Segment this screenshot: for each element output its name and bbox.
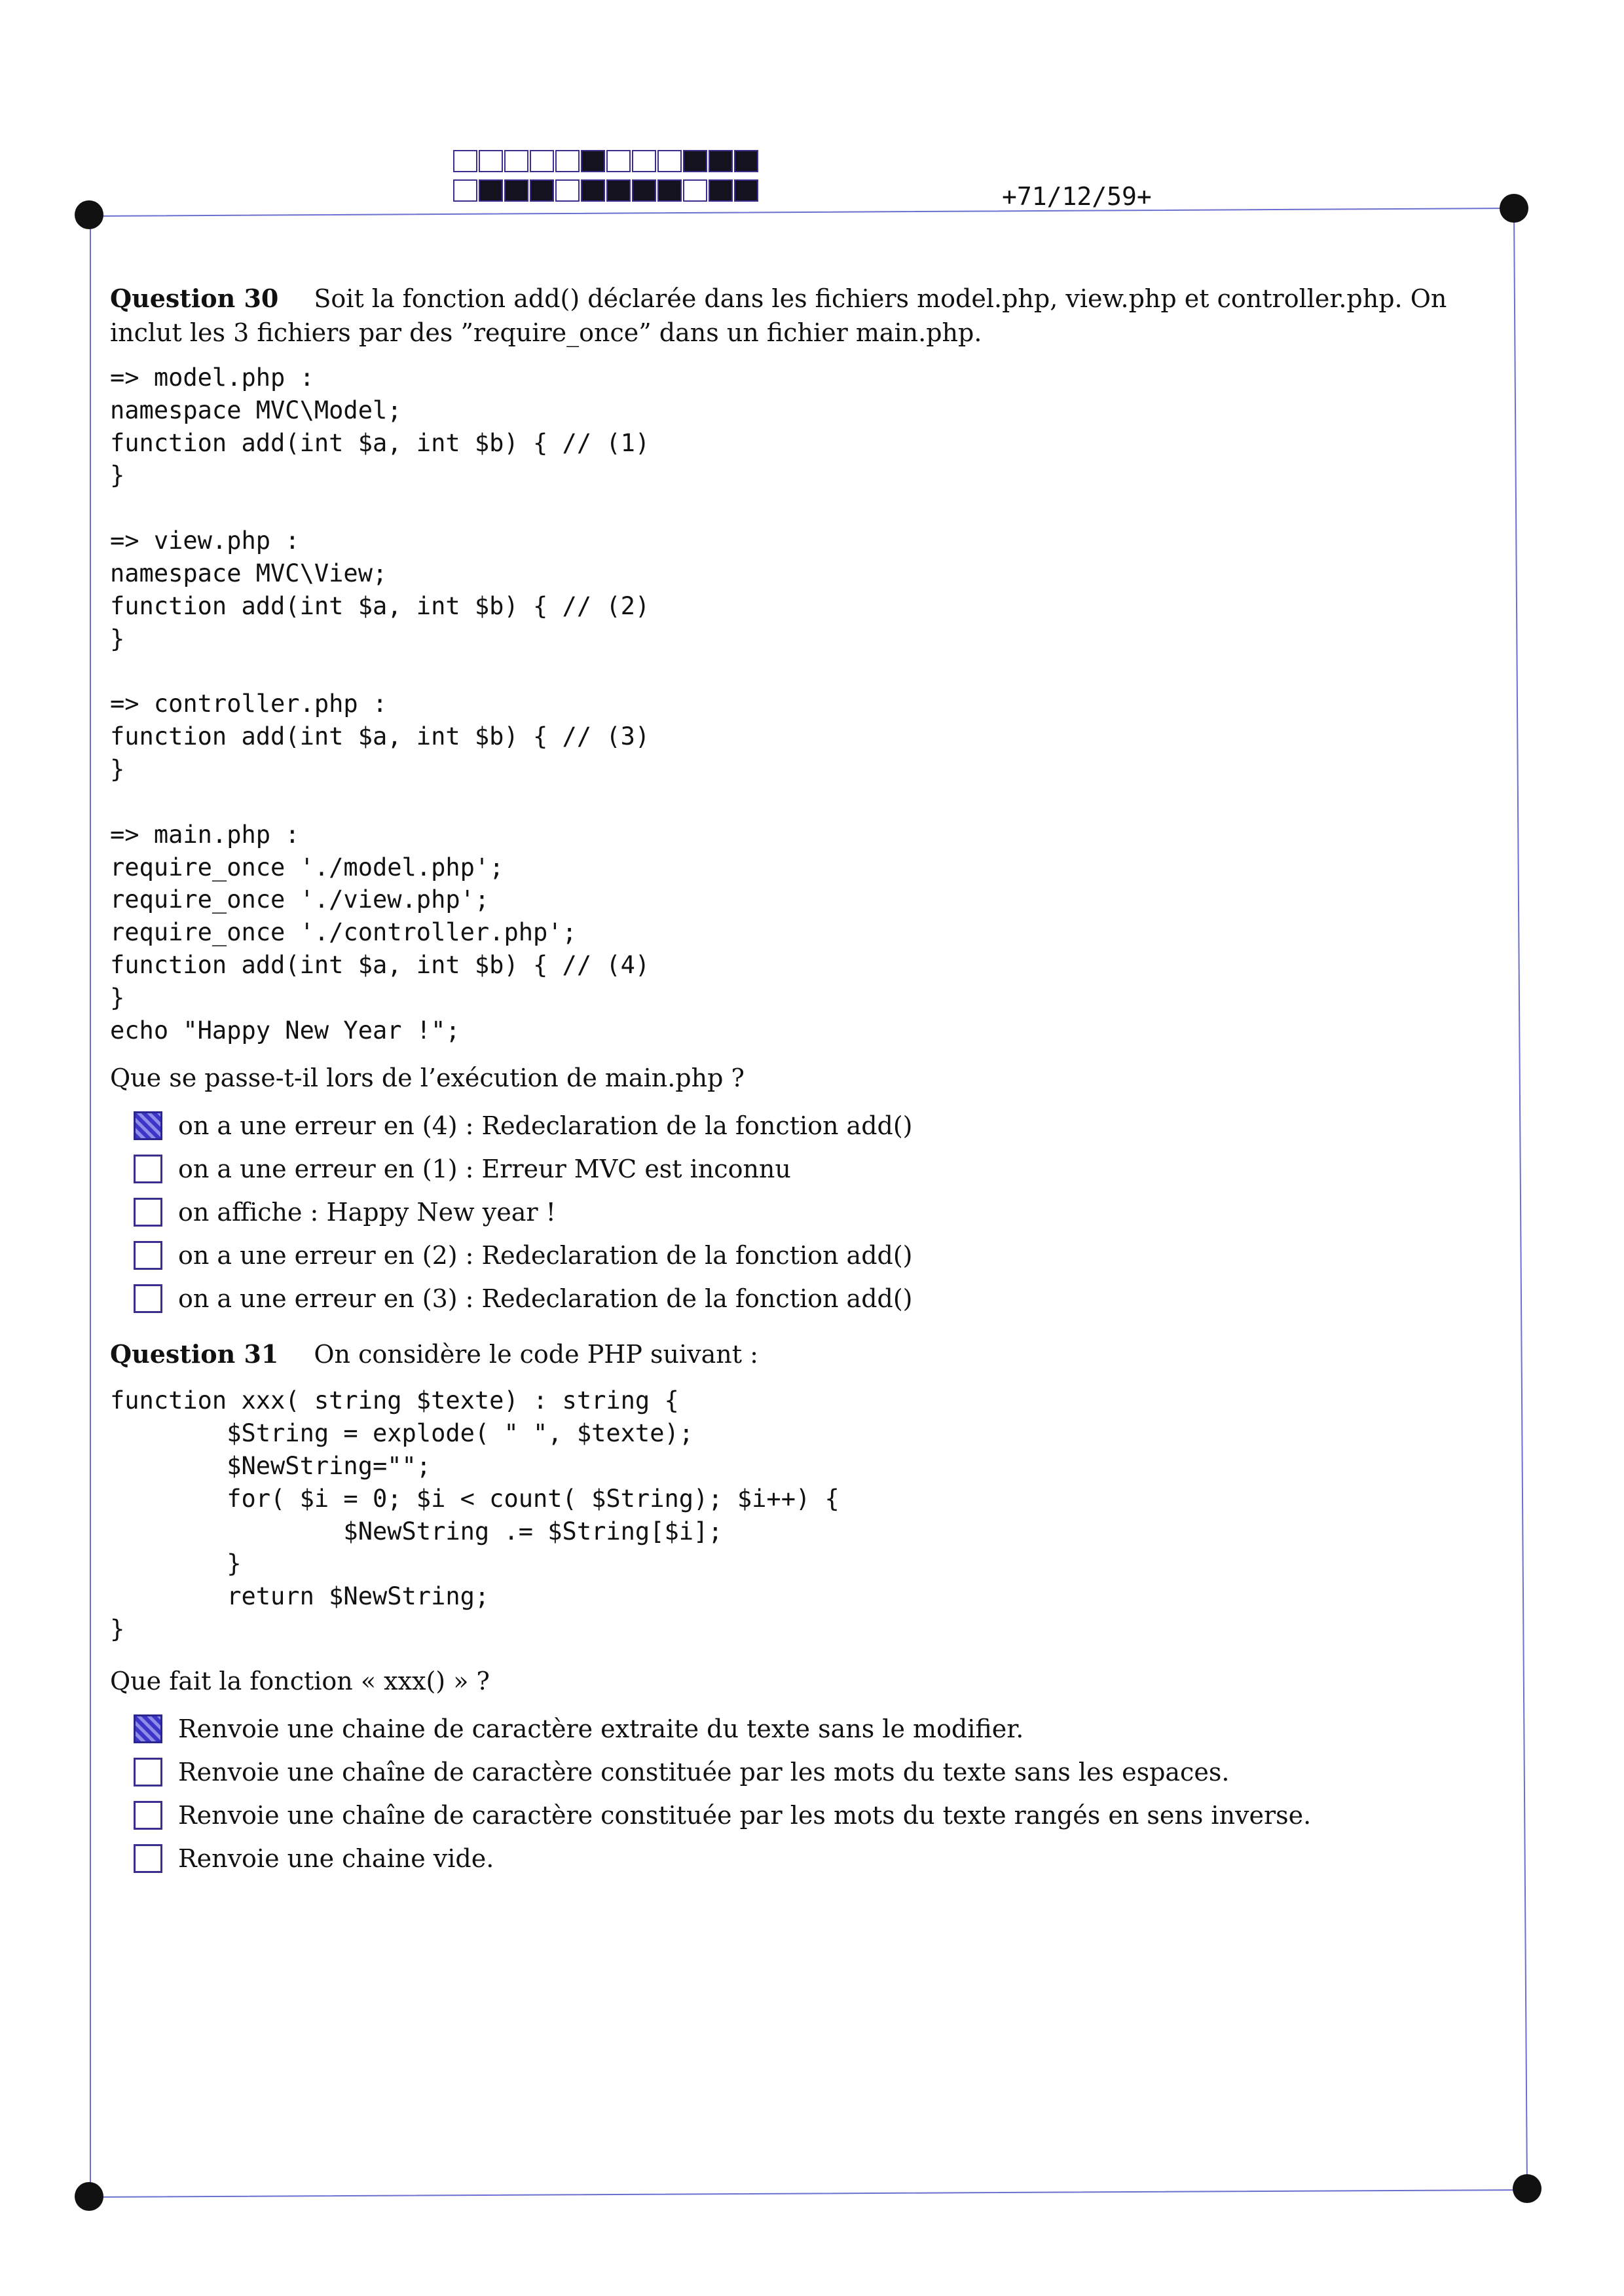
answer-option[interactable] [110, 1234, 1498, 1277]
answer-option[interactable] [110, 1794, 1498, 1837]
barcode-cell [479, 179, 503, 202]
answer-option[interactable] [110, 1191, 1498, 1234]
checked-checkbox[interactable] [134, 1714, 162, 1743]
answer-option[interactable] [110, 1707, 1498, 1750]
barcode-cell [709, 179, 733, 202]
barcode-row [453, 179, 760, 203]
barcode-cell [632, 150, 656, 172]
question-31-prompt: Que fait la fonction « xxx() » ? [110, 1666, 490, 1695]
answer-label: on a une erreur en (3) : Redeclaration de la fonction add() [178, 1284, 913, 1314]
question-31-answers [110, 1707, 1498, 1880]
answer-label: Renvoie une chaîne de caractère constituée par les mots du texte sans les espaces. [178, 1757, 1230, 1787]
barcode-cell [530, 150, 554, 172]
answer-label: on a une erreur en (2) : Redeclaration de la fonction add() [178, 1241, 913, 1270]
sheet-id: +71/12/59+ [1002, 182, 1152, 211]
registration-mark-bottom-left [75, 2182, 103, 2211]
registration-mark-bottom-right [1513, 2174, 1541, 2203]
question-30-prompt: Que se passe-t-il lors de l’exécution de main.php ? [110, 1064, 745, 1093]
barcode-cell [709, 150, 733, 172]
question-30-text: Soit la fonction add() déclarée dans les fichiers model.php, view.php et controller.php. On inclut les 3 fichiers par des ”require_once” dans un fichier main.php. [110, 284, 1447, 347]
checkbox[interactable] [134, 1198, 162, 1227]
answer-label: on affiche : Happy New year ! [178, 1198, 556, 1227]
checkbox[interactable] [134, 1284, 162, 1313]
barcode-cell [479, 150, 503, 172]
barcode-cell [581, 150, 605, 172]
checkbox[interactable] [134, 1758, 162, 1787]
question-31-statement [110, 1337, 1498, 1371]
code-controller: => controller.php : function add(int $a, int $b) { // (3) } [110, 690, 650, 783]
answer-option[interactable] [110, 1837, 1498, 1880]
barcode-cell [606, 150, 631, 172]
barcode-cell [657, 179, 682, 202]
barcode-cell [734, 150, 758, 172]
answer-label: Renvoie une chaine vide. [178, 1843, 494, 1873]
answer-option[interactable] [110, 1104, 1498, 1147]
registration-mark-top-left [75, 200, 103, 229]
barcode-cell [504, 150, 528, 172]
barcode-cell [555, 179, 580, 202]
question-31-text: On considère le code PHP suivant : [314, 1340, 758, 1369]
answer-label: Renvoie une chaîne de caractère constituée par les mots du texte rangés en sens inverse. [178, 1800, 1312, 1830]
question-30-number: Question 30 [110, 284, 279, 313]
answer-label: on a une erreur en (4) : Redeclaration de la fonction add() [178, 1111, 913, 1141]
barcode-cell [530, 179, 554, 202]
answer-option[interactable] [110, 1750, 1498, 1794]
sheet-barcode [453, 150, 760, 209]
barcode-row [453, 150, 760, 174]
barcode-cell [453, 150, 477, 172]
barcode-cell [632, 179, 656, 202]
checkbox[interactable] [134, 1801, 162, 1830]
checkbox[interactable] [134, 1155, 162, 1183]
answer-option[interactable] [110, 1147, 1498, 1191]
answer-label: Renvoie une chaine de caractère extraite du texte sans le modifier. [178, 1714, 1024, 1743]
question-content [110, 282, 1498, 1880]
barcode-cell [453, 179, 477, 202]
barcode-cell [683, 179, 707, 202]
code-model: => model.php : namespace MVC\Model; function add(int $a, int $b) { // (1) } [110, 363, 650, 490]
code-view: => view.php : namespace MVC\View; function add(int $a, int $b) { // (2) } [110, 527, 650, 653]
barcode-cell [504, 179, 528, 202]
barcode-cell [581, 179, 605, 202]
barcode-cell [657, 150, 682, 172]
barcode-cell [683, 150, 707, 172]
code-xxx-function: function xxx( string $texte) : string { $String = explode( " ", $texte); $NewString=""; for( $i = 0; $i < count( $String); $i++) { $NewString .= $String[$i]; } return $NewString; } [110, 1386, 840, 1643]
barcode-cell [555, 150, 580, 172]
answer-label: on a une erreur en (1) : Erreur MVC est inconnu [178, 1155, 791, 1184]
checkbox[interactable] [134, 1241, 162, 1270]
checkbox[interactable] [134, 1844, 162, 1873]
checked-checkbox[interactable] [134, 1111, 162, 1140]
answer-option[interactable] [110, 1277, 1498, 1320]
question-30-answers [110, 1104, 1498, 1320]
code-main: => main.php : require_once './model.php'; require_once './view.php'; require_once './controller.php'; function add(int $a, int $b) { // (4) } echo "Happy New Year !"; [110, 820, 650, 1045]
question-30-statement [110, 282, 1498, 350]
barcode-cell [606, 179, 631, 202]
registration-mark-top-right [1500, 194, 1528, 223]
barcode-cell [734, 179, 758, 202]
question-31-number: Question 31 [110, 1339, 279, 1369]
